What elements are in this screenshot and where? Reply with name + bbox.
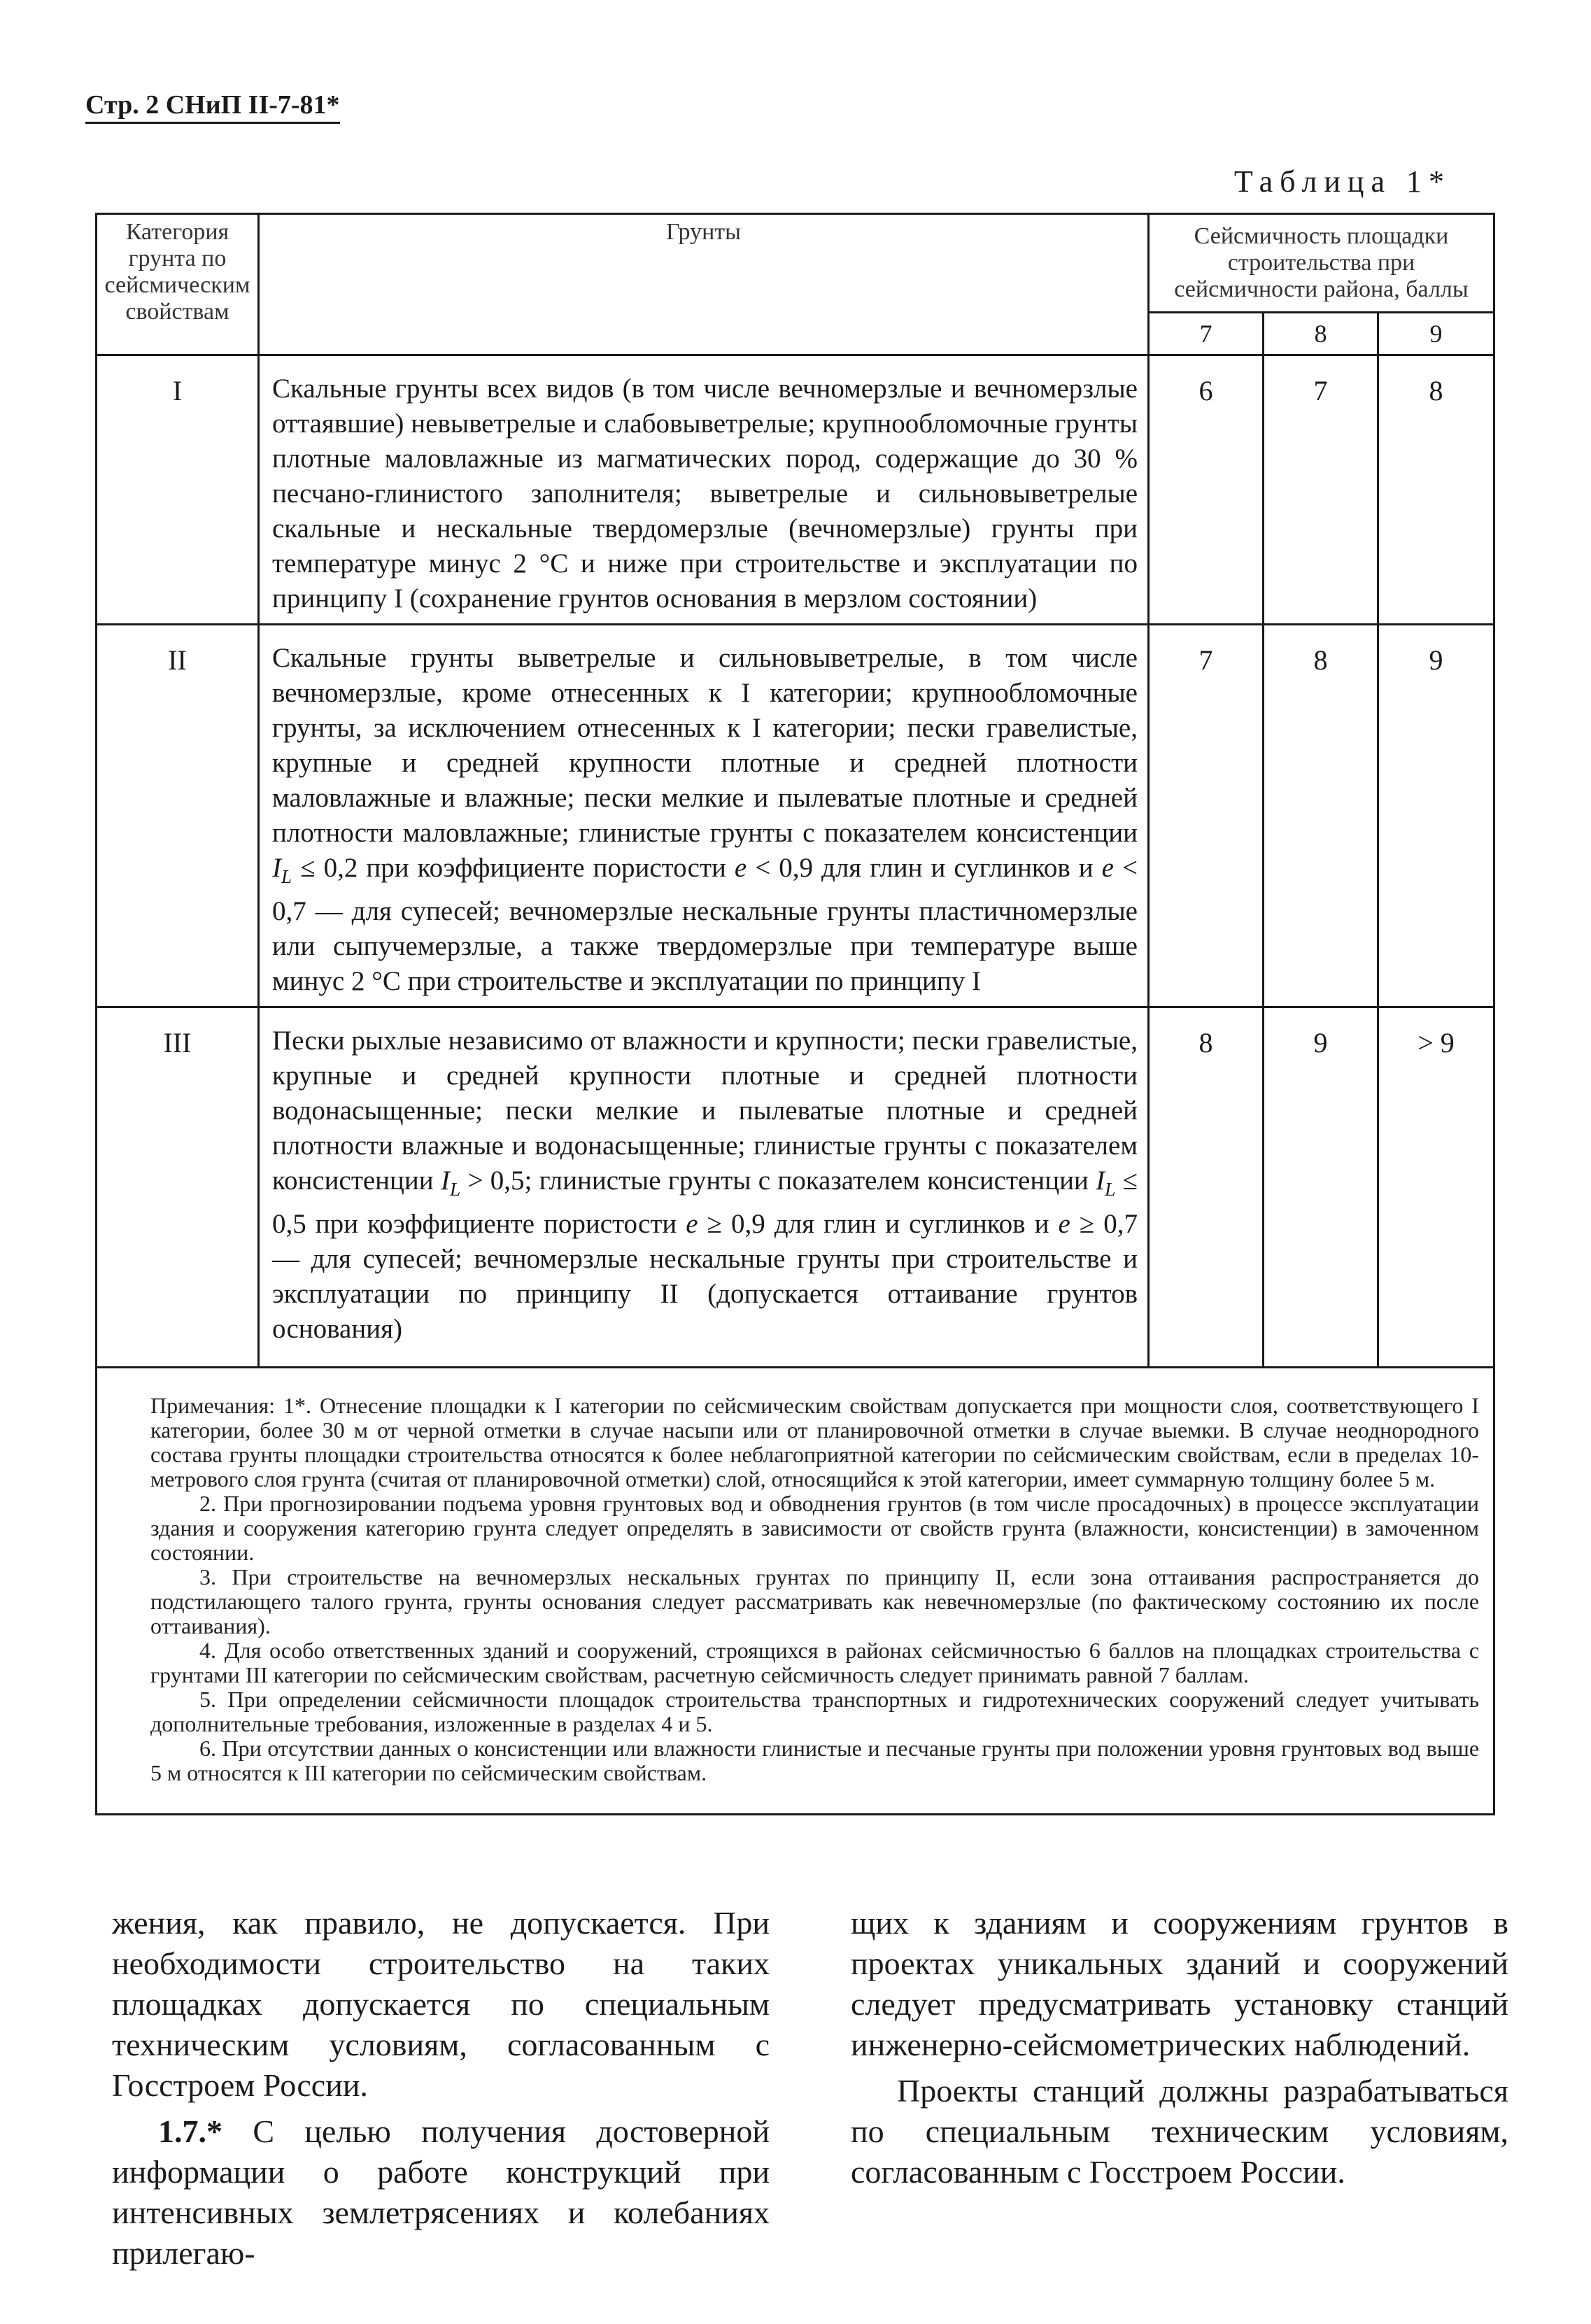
header-soils: Грунты bbox=[259, 214, 1149, 355]
value-cell: 8 bbox=[1378, 355, 1494, 625]
value-cell: 7 bbox=[1149, 625, 1264, 1007]
paragraph: жения, как правило, не допускается. При необходимости строительство на таких площадках допускается по специальным техническим условиям, согласованным с Госстроем России. bbox=[112, 1905, 770, 2103]
header-col-9: 9 bbox=[1378, 313, 1494, 355]
soil-category-table bbox=[95, 213, 1493, 1815]
paragraph: щих к зданиям и сооружениям грунтов в проектах уникальных зданий и сооружений следует предусматривать установку станций инженерно-сейсмометрических наблюдений. bbox=[851, 1905, 1508, 2062]
page-header: Стр. 2 СНиП II-7-81* bbox=[85, 90, 340, 124]
category-cell: II bbox=[97, 625, 259, 1007]
description-cell: Скальные грунты выветрелые и сильновыветрелые, в том числе вечномерзлые, кроме отнесенных к I категории; крупнообломочные грунты, за исключением отнесенных к I категории; пески гравелистые, крупные и средней крупности плотные и средней плотности маловлажные и влажные; пески мелкие и пылеватые плотные и средней плотности маловлажные; глинистые грунты с показателем консистенции $I_L \le 0,2$ при коэффициенте пористости e < 0,9 для глин и суглинков и e < 0,7 — для супесей; вечномерзлые нескальные грунты пластичномерзлые или сыпучемерзлые, а также твердомерзлые при температуре выше минус 2 °С при строительстве и эксплуатации по принципу I bbox=[259, 625, 1149, 1007]
note-2: 2. При прогнозировании подъема уровня грунтовых вод и обводнения грунтов (в том числе просадочных) в процессе эксплуатации здания и сооружения категорию грунта следует определять в зависимости от свойств грунта (влажности, консистенции) в замоченном состоянии. bbox=[150, 1490, 1480, 1565]
value-cell: 9 bbox=[1264, 1007, 1378, 1367]
category-cell: I bbox=[97, 355, 259, 625]
table-title: Таблица 1* bbox=[1233, 164, 1451, 199]
value-cell: 6 bbox=[1149, 355, 1264, 625]
value-cell: 8 bbox=[1264, 625, 1378, 1007]
category-cell: III bbox=[97, 1007, 259, 1367]
note-6: 6. При отсутствии данных о консистенции или влажности глинистые и песчаные грунты при положении уровня грунтовых вод выше 5 м относятся к III категории по сейсмическим свойствам. bbox=[150, 1735, 1480, 1785]
value-cell: > 9 bbox=[1378, 1007, 1494, 1367]
table-row bbox=[97, 625, 1494, 1007]
body-column-left bbox=[112, 1903, 770, 2274]
paragraph-1-7 bbox=[112, 2111, 770, 2274]
value-cell: 7 bbox=[1264, 355, 1378, 625]
note-3: 3. При строительстве на вечномерзлых нескальных грунтах по принципу II, если зона оттаивания распространяется до подстилающего талого грунта, грунты основания следует рассматривать как невечномерзлые (по фактическому состоянию их после оттаивания). bbox=[150, 1564, 1480, 1638]
header-seismicity: Сейсмичность площадки строительства при сейсмичности района, баллы bbox=[1149, 214, 1494, 313]
clause-text: С целью получения достоверной информации о работе конструкций при интенсивных землетрясениях и колебаниях прилегаю- bbox=[112, 2113, 770, 2271]
note-5: 5. При определении сейсмичности площадок строительства транспортных и гидротехнических сооружений следует учитывать дополнительные требования, изложенные в разделах 4 и 5. bbox=[150, 1686, 1480, 1736]
note-4: 4. Для особо ответственных зданий и сооружений, строящихся в районах сейсмичностью 6 баллов на площадках строительства с грунтами III категории по сейсмическим свойствам, расчетную сейсмичность следует принимать равной 7 баллам. bbox=[150, 1637, 1480, 1687]
paragraph: Проекты станций должны разрабатываться по специальным техническим условиям, согласованным с Госстроем России. bbox=[851, 2073, 1508, 2190]
value-cell: 8 bbox=[1149, 1007, 1264, 1367]
table-row bbox=[97, 355, 1494, 625]
header-col-7: 7 bbox=[1149, 313, 1264, 355]
body-column-right bbox=[851, 1903, 1508, 2192]
description-cell: Скальные грунты всех видов (в том числе вечномерзлые и вечномерзлые оттаявшие) невыветрелые и слабовыветрелые; крупнообломочные грунты плотные маловлажные из магматических пород, содержащие до 30 % песчано-глинистого заполнителя; выветрелые и сильновыветрелые скальные и нескальные твердомерзлые (вечномерзлые) грунты при температуре минус 2 °С и ниже при строительстве и эксплуатации по принципу I (сохранение грунтов основания в мерзлом состоянии) bbox=[259, 355, 1149, 625]
note-1: Примечания: 1*. Отнесение площадки к I категории по сейсмическим свойствам допускается при мощности слоя, соответствующего I категории, более 30 м от черной отметки в случае насыпи или от планировочной отметки в случае выемки. В случае неоднородного состава грунты площадки строительства относятся к более неблагоприятной категории по сейсмическим свойствам, если в пределах 10-метрового слоя грунта (считая от планировочной отметки) слой, относящийся к этой категории, имеет суммарную толщину более 5 м. bbox=[150, 1392, 1480, 1492]
header-col-8: 8 bbox=[1264, 313, 1378, 355]
table-notes bbox=[97, 1367, 1494, 1814]
clause-number: 1.7.* bbox=[158, 2113, 222, 2149]
value-cell: 9 bbox=[1378, 625, 1494, 1007]
header-category: Категория грунта по сейсмическим свойствам bbox=[97, 214, 259, 355]
table-row bbox=[97, 1007, 1494, 1367]
description-cell: Пески рыхлые независимо от влажности и крупности; пески гравелистые, крупные и средней крупности плотные и средней плотности водонасыщенные; пески мелкие и пылеватые плотные и средней плотности влажные и водонасыщенные; глинистые грунты с показателем консистенции $I_L > 0,5$; глинистые грунты с показателем консистенции $I_L \le 0,5$ при коэффициенте пористости e ≥ 0,9 для глин и суглинков и e ≥ 0,7 — для супесей; вечномерзлые нескальные грунты при строительстве и эксплуатации по принципу II (допускается оттаивание грунтов основания) bbox=[259, 1007, 1149, 1367]
